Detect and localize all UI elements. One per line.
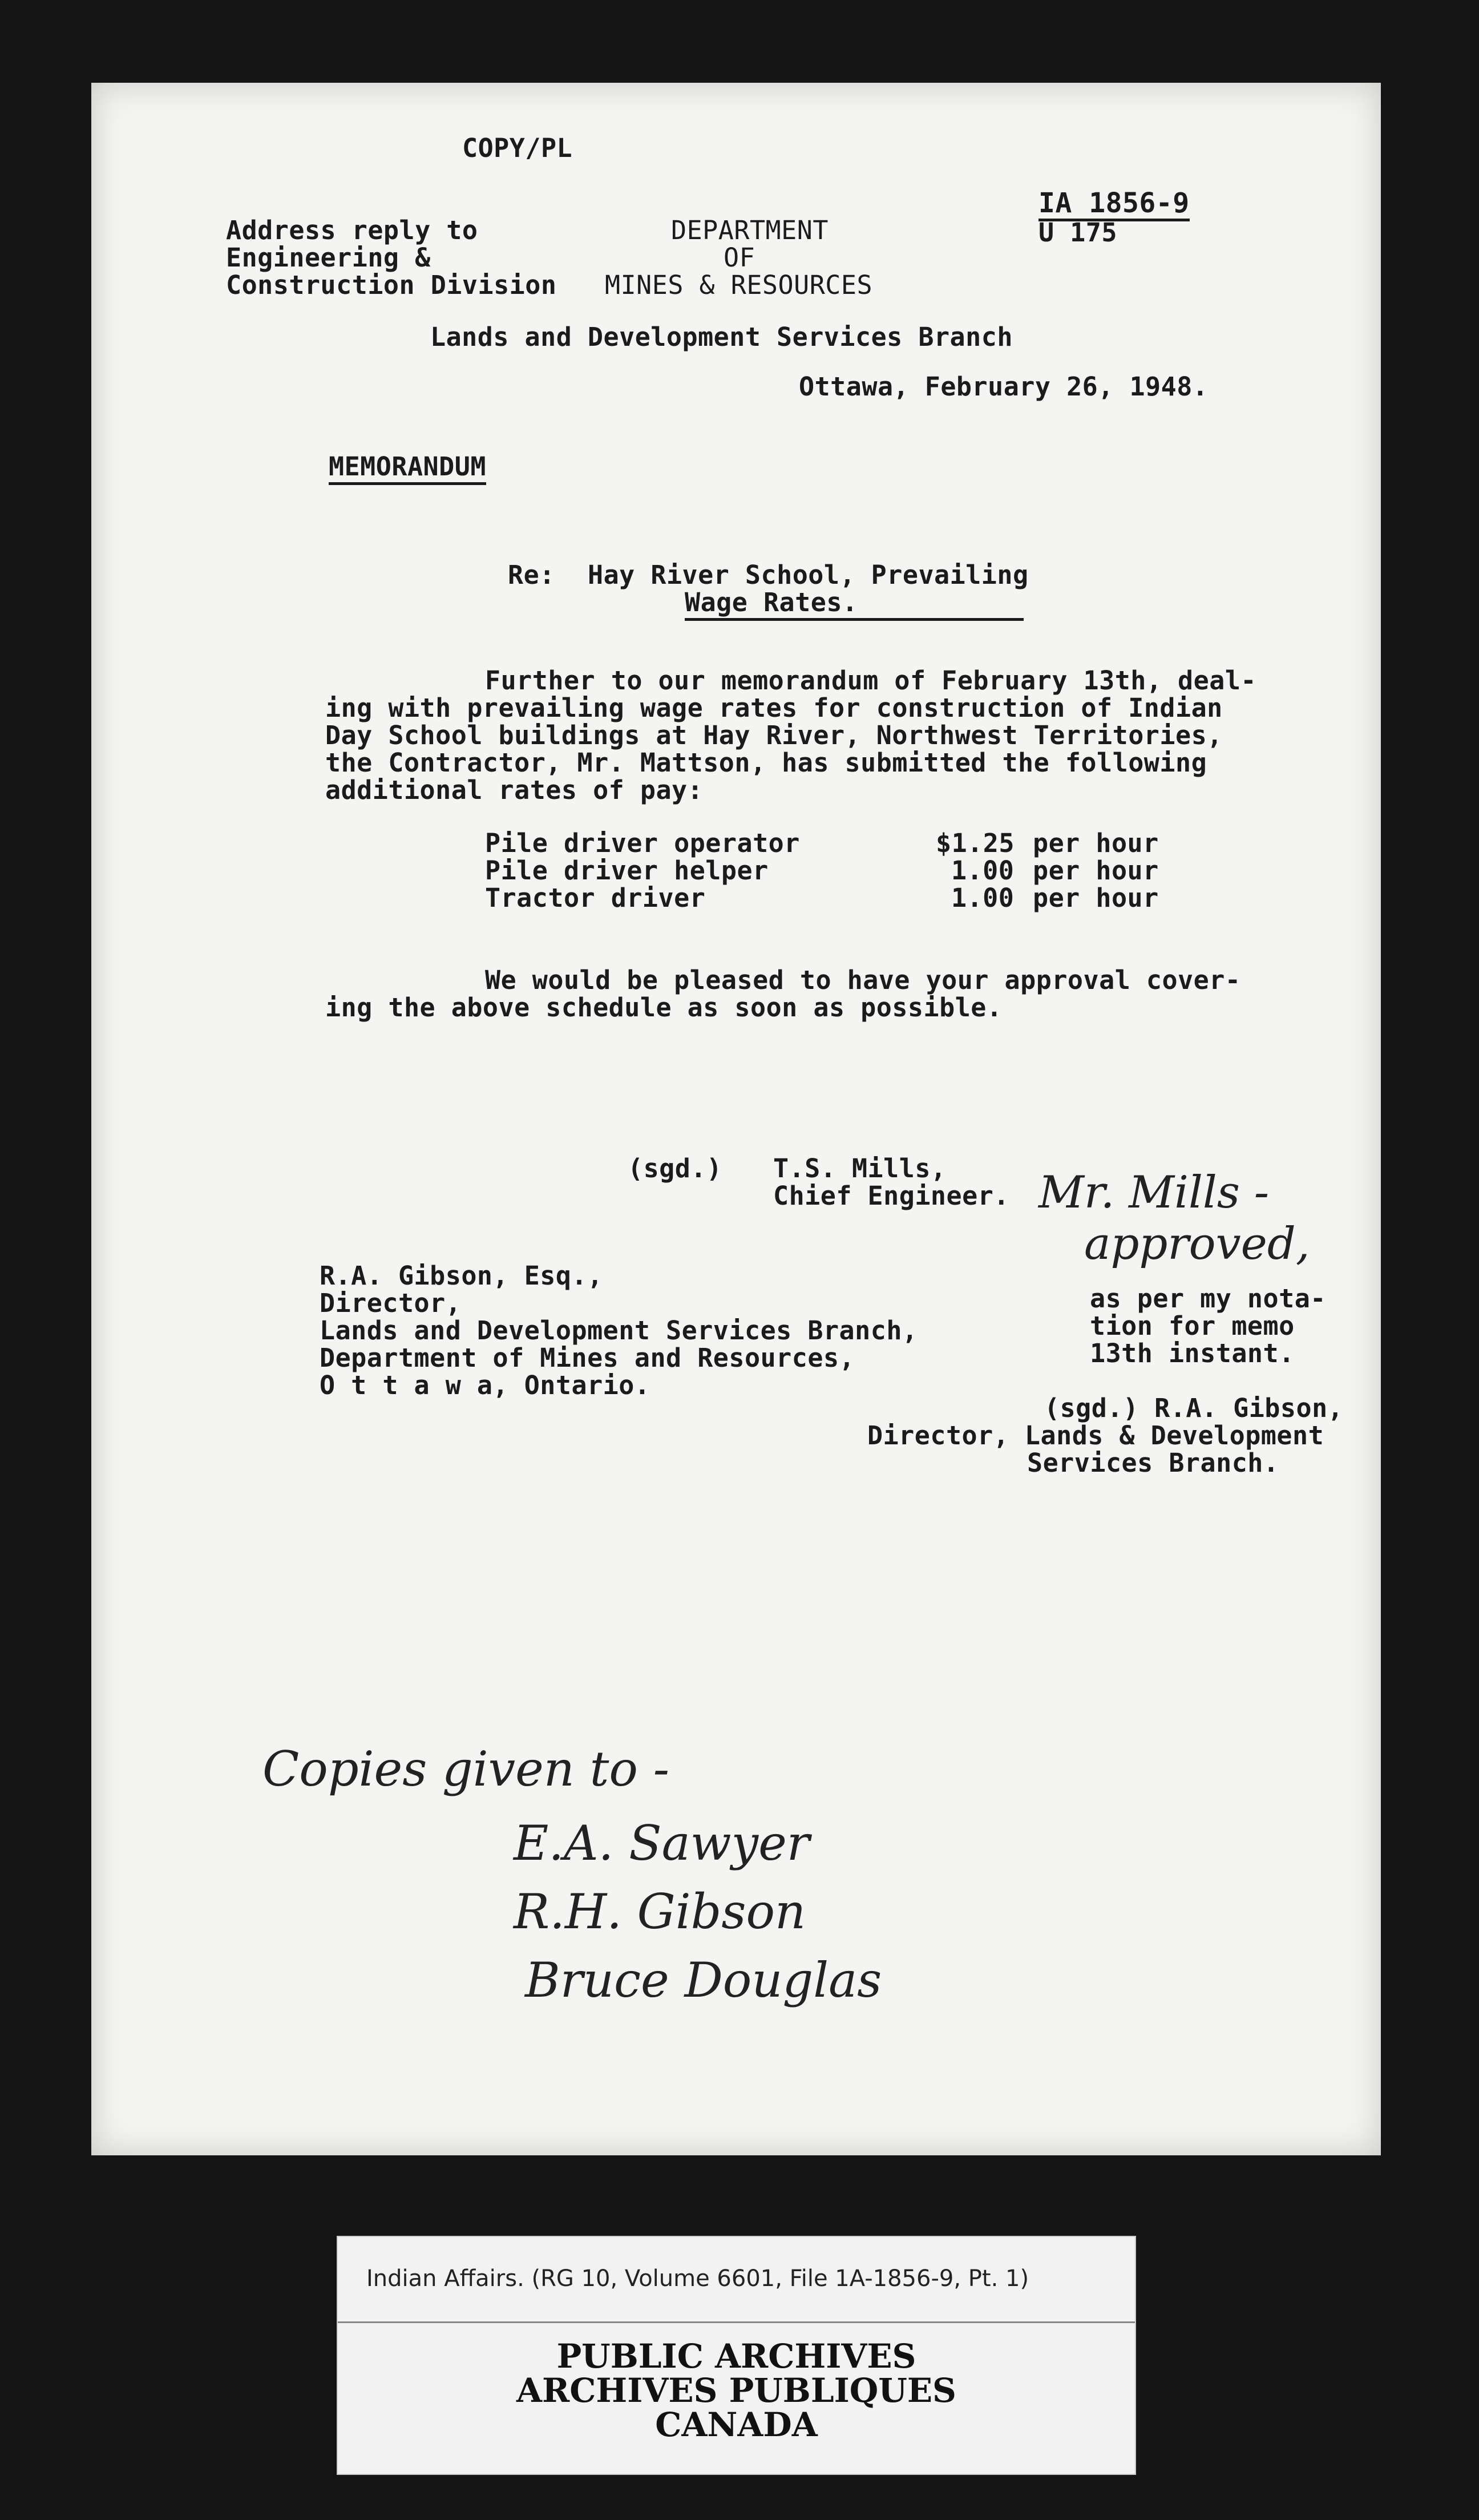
rate-amount: 1.00 [951, 855, 1015, 886]
rate-row [485, 885, 1227, 911]
department-line1: DEPARTMENT [671, 215, 829, 245]
reply-to-line1: Address reply to [226, 215, 478, 245]
sgd-mark: (sgd.) [628, 1153, 722, 1184]
memo-heading: MEMORANDUM [329, 454, 486, 485]
approval-note-line: 13th instant. [1090, 1338, 1295, 1368]
approval-note-line: as per my nota- [1090, 1283, 1326, 1314]
memo-page [91, 83, 1381, 2155]
addressee-line: Lands and Development Services Branch, [320, 1315, 918, 1346]
rate-row [485, 855, 1227, 886]
copies-heading: Copies given to - [262, 1741, 670, 1797]
copies-recipient: E.A. Sawyer [514, 1815, 810, 1871]
handwritten-approval-line2: approved, [1084, 1218, 1310, 1270]
body-line: ing with prevailing wage rates for construction of Indian [325, 693, 1223, 723]
department-line2: OF [724, 243, 755, 273]
approval-director-line2: Services Branch. [1027, 1448, 1279, 1478]
rate-role: Pile driver operator [485, 828, 800, 858]
copy-mark: COPY/PL [462, 133, 573, 163]
closing-line2: ing the above schedule as soon as possible. [325, 992, 1003, 1023]
archive-stamp [337, 2236, 1136, 2475]
rate-unit: per hour [1033, 855, 1159, 886]
rate-unit: per hour [1033, 883, 1159, 913]
copies-recipient: Bruce Douglas [525, 1952, 882, 2008]
addressee-line: Director, [320, 1288, 462, 1318]
archive-name-fr: ARCHIVES PUBLIQUES [516, 2371, 956, 2410]
approval-director-line1: Director, Lands & Development [867, 1420, 1324, 1451]
file-number: IA 1856-9 [1038, 190, 1190, 221]
body-line: the Contractor, Mr. Mattson, has submitted the following [325, 748, 1207, 778]
body-line: Further to our memorandum of February 13th, deal- [485, 665, 1257, 696]
approval-signature: (sgd.) R.A. Gibson, [1044, 1393, 1344, 1423]
archive-name-en: PUBLIC ARCHIVES [556, 2337, 916, 2376]
copies-recipient: R.H. Gibson [514, 1884, 806, 1940]
department-line3: MINES & RESOURCES [605, 270, 873, 300]
rate-role: Tractor driver [485, 883, 706, 913]
closing-line1: We would be pleased to have your approval cover- [485, 965, 1241, 995]
reply-to-line3: Construction Division [226, 270, 557, 300]
addressee-line: O t t a w a, Ontario. [320, 1370, 650, 1400]
archive-reference: Indian Affairs. (RG 10, Volume 6601, File 1A-1856-9, Pt. 1) [366, 2265, 1029, 2292]
addressee-line: R.A. Gibson, Esq., [320, 1261, 603, 1291]
file-sub-number: U 175 [1038, 217, 1117, 248]
body-line: additional rates of pay: [325, 775, 704, 805]
body-line: Day School buildings at Hay River, Northwest Territories, [325, 720, 1223, 750]
rate-amount: 1.00 [951, 883, 1015, 913]
branch-name: Lands and Development Services Branch [430, 322, 1013, 352]
rate-unit: per hour [1033, 828, 1159, 858]
approval-note-line: tion for memo [1090, 1311, 1295, 1341]
archive-country: CANADA [655, 2405, 818, 2444]
re-label: Re: [508, 560, 555, 590]
addressee-line: Department of Mines and Resources, [320, 1343, 855, 1373]
stamp-divider [338, 2321, 1135, 2323]
rate-amount: $1.25 [936, 828, 1015, 858]
rate-row [485, 830, 1227, 857]
reply-to-line2: Engineering & [226, 243, 431, 273]
subject-line1: Hay River School, Prevailing [588, 560, 1029, 590]
subject-line2: Wage Rates. [685, 589, 1024, 621]
signer-title: Chief Engineer. [773, 1181, 1009, 1211]
rate-role: Pile driver helper [485, 855, 769, 886]
handwritten-approval-line1: Mr. Mills - [1038, 1167, 1270, 1218]
signer-name: T.S. Mills, [773, 1153, 947, 1184]
place-date: Ottawa, February 26, 1948. [799, 371, 1209, 402]
